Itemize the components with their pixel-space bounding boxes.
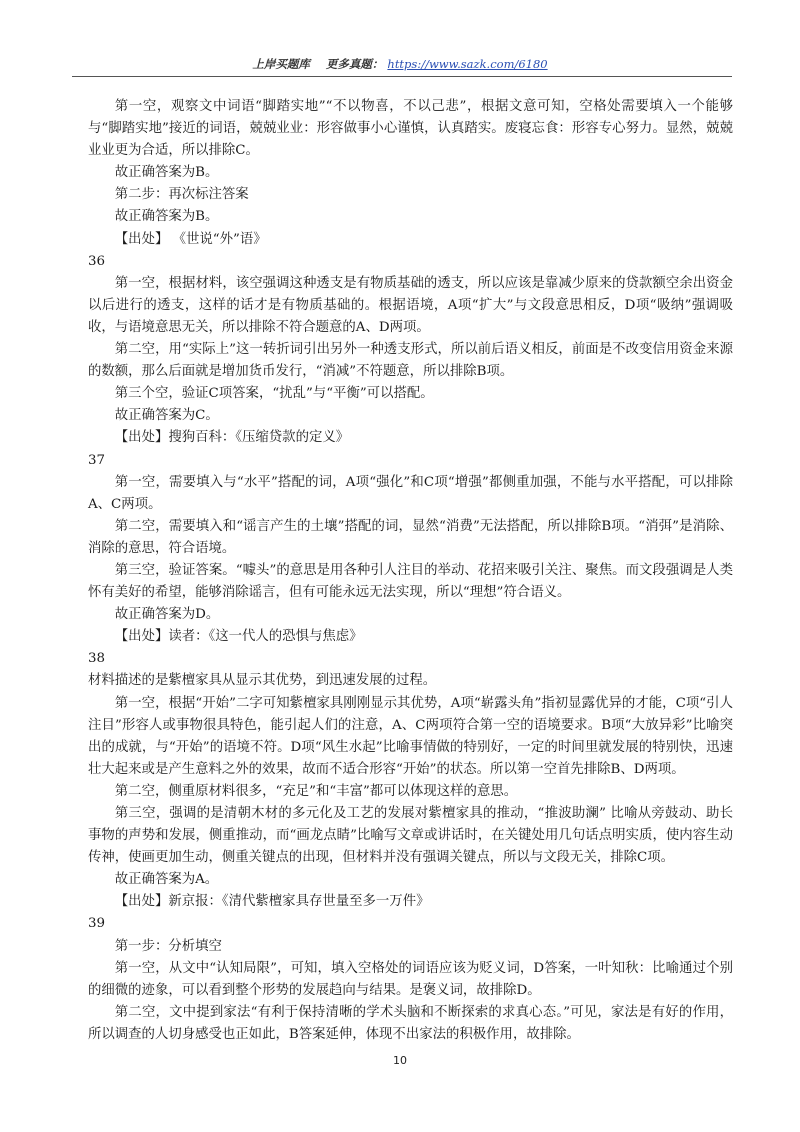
paragraph: 第三空，验证答案。“噱头”的意思是用各种引人注目的举动、花招来吸引关注、聚焦。而文段强调是人类怀有美好的希望，能够消除谣言，但有可能永远无法实现，所以“理想”符合语义。: [88, 562, 733, 601]
paragraph: 第二步：再次标注答案: [114, 187, 249, 203]
paragraph: 【出处】新京报：《清代紫檀家具存世量至多一万件》: [114, 894, 430, 910]
document-body: [88, 96, 733, 1046]
paragraph: 故正确答案为D。: [114, 607, 220, 623]
paragraph: 第一空，根据“开始”二字可知紫檀家具刚刚显示其优势，A项“崭露头角”指初显露优异的才能，C项“引人注目”形容人或事物很具特色，能引起人们的注意，A、C两项符合第一空的语境要求。B项“大放异彩”比喻突出的成就，与“开始”的语境不符。D项“风生水起”比喻事情做的特别好，一定的时间里就发展的特别快，迅速壮大起来或是产生意料之外的效果，故而不适合形容“开始”的状态。所以第一空首先排除B、D两项。: [88, 695, 733, 777]
header-divider: [72, 76, 732, 77]
paragraph: 【出处】读者：《这一代人的恐惧与焦虑》: [114, 629, 363, 645]
paragraph: 故正确答案为B。: [114, 209, 219, 225]
paragraph: 第二空，用“实际上”这一转折词引出另外一种透支形式，所以前后语义相反，前面是不改变信用资金来源的数额，那么后面就是增加货币发行，“消减”不符题意，所以排除B项。: [88, 342, 733, 380]
paragraph: 【出处】 《世说“外”语》: [114, 231, 267, 247]
page-number: 10: [393, 1054, 407, 1067]
paragraph: 第二空，文中提到家法“有利于保持清晰的学术头脑和不断探索的求真心态。”可见，家法是有好的作用，所以调查的人切身感受也正如此，B答案延伸，体现不出家法的积极作用，故排除。: [88, 1004, 733, 1042]
header-more-label: 更多真题：: [325, 57, 384, 71]
question-number: 36: [88, 253, 106, 269]
question-number: 38: [88, 651, 106, 667]
header-brand: 上岸买题库: [252, 57, 310, 71]
paragraph: 【出处】搜狗百科：《压缩贷款的定义》: [114, 430, 350, 446]
paragraph: 材料描述的是紫檀家具从显示其优势，到迅速发展的过程。: [88, 673, 437, 689]
paragraph: 第二空，需要填入和“谣言产生的土壤”搭配的词，显然“消费”无法搭配，所以排除B项。“消弭”是消除、消除的意思，符合语境。: [88, 518, 733, 556]
question-number: 37: [88, 452, 106, 468]
header-url-link[interactable]: https://www.sazk.com/6180: [387, 57, 548, 71]
page-header: [0, 56, 800, 72]
paragraph: 第一空，根据材料，该空强调这种透支是有物质基础的透支，所以应该是靠减少原来的贷款额空余出资金以后进行的透支，这样的话才是有物质基础的。根据语境，A项“扩大”与文段意思相反，D项“吸纳”强调吸收，与语境意思无关，所以排除不符合题意的A、D两项。: [88, 275, 733, 335]
paragraph: 第一空，从文中“认知局限”，可知，填入空格处的词语应该为贬义词，D答案，一叶知秋：比喻通过个别的细微的迹象，可以看到整个形势的发展趋向与结果。是褒义词，故排除D。: [88, 960, 733, 998]
paragraph: 第一空，需要填入与“水平”搭配的词，A项“强化”和C项“增强”都侧重加强，不能与水平搭配，可以排除A、C两项。: [88, 474, 733, 512]
paragraph: 第二空，侧重原材料很多，“充足”和“丰富”都可以体现这样的意思。: [114, 783, 518, 799]
paragraph: 故正确答案为A。: [114, 872, 219, 888]
paragraph: 故正确答案为B。: [114, 165, 219, 181]
paragraph: 第三空，强调的是清朝木材的多元化及工艺的发展对紫檀家具的推动，“推波助澜” 比喻从旁鼓动、助长事物的声势和发展，侧重推动，而“画龙点睛”比喻写文章或讲话时，在关键处用几句话点明实质，使内容生动传神，使画更加生动，侧重关键点的出现，但材料并没有强调关键点，所以与文段无关，排除C项。: [88, 806, 733, 866]
paragraph: 第一空，观察文中词语“脚踏实地”“不以物喜，不以己悲”，根据文意可知，空格处需要填入一个能够与“脚踏实地”接近的词语，兢兢业业：形容做事小心谨慎，认真踏实。废寝忘食：形容专心努力。显然，兢兢业业更为合适，所以排除C。: [88, 99, 733, 159]
paragraph: 第三个空，验证C项答案，“扰乱”与“平衡”可以搭配。: [114, 386, 434, 402]
question-number: 39: [88, 916, 106, 932]
paragraph: 第一步：分析填空: [114, 938, 222, 954]
paragraph: 故正确答案为C。: [114, 408, 219, 424]
